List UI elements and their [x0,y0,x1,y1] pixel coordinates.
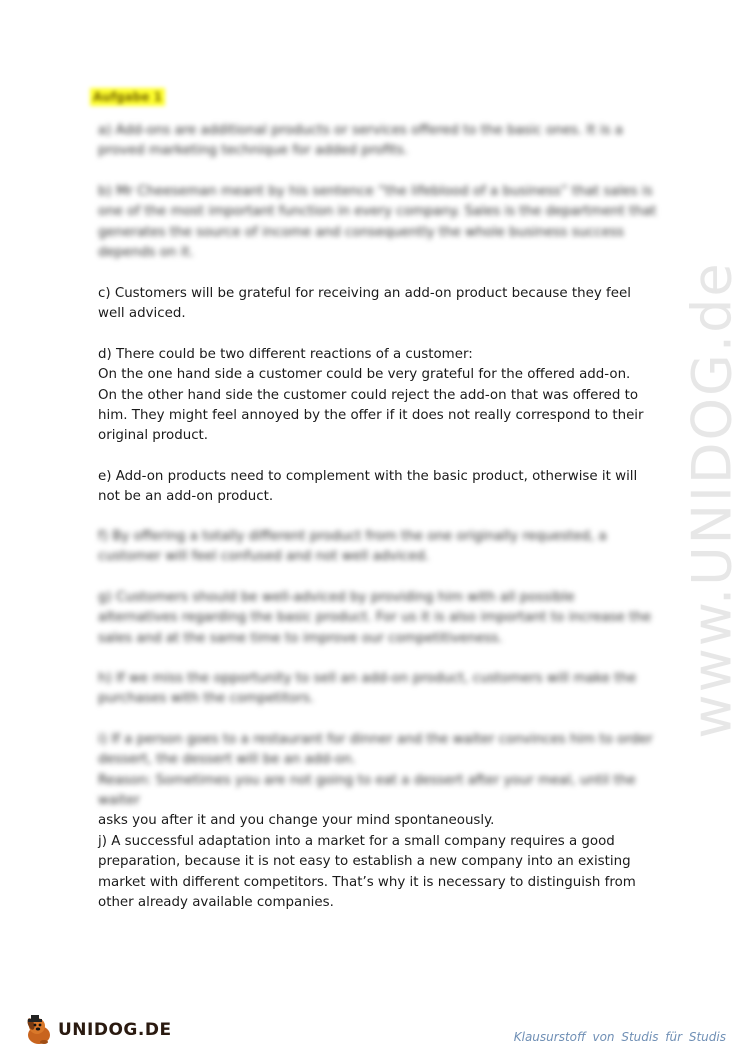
footer-tagline: Klausurstoff von Studis für Studis [513,1030,726,1044]
answer-d-line1: d) There could be two different reactions of a customer: [98,347,473,362]
answer-h-text: h) If we miss the opportunity to sell an add-on product, customers will make the purchases with the competitors. [98,671,637,707]
answer-g [98,588,658,649]
answer-a-text: a) Add-ons are additional products or services offered to the basic ones. It is a proved marketing technique for added profits. [98,123,623,159]
answer-b-text: b) Mr Cheeseman meant by his sentence “the lifeblood of a business” that sales is one of the most important function in every company. Sales is the department that generates the source of income and consequently the whole business success depends on it. [98,184,657,260]
section-heading: Aufgabe 1 [90,88,165,106]
answer-h [98,669,658,710]
answer-i-line2: Reason: Sometimes you are not going to eat a dessert after your meal, until the waiter [98,772,636,808]
answer-f [98,527,658,568]
answer-d [98,345,658,446]
answer-g-text: g) Customers should be well-adviced by providing him with all possible alternatives regarding the basic product. For us it is also important to increase the sales and at the same time to improve our competitiveness. [98,590,652,646]
answer-b [98,182,658,263]
watermark-text: www.UNIDOG.de [680,261,744,739]
answer-a [98,121,658,162]
answer-j [98,832,658,913]
answer-d-line2: On the one hand side a customer could be very grateful for the offered add-on. [98,367,631,383]
answer-i [98,730,658,831]
answer-d-line3: On the other hand side the customer could reject the add-on that was offered to him. They might feel annoyed by the offer if it does not really correspond to their original product. [98,387,644,444]
answer-j-text: j) A successful adaptation into a market for a small company requires a good preparation, because it is not easy to establish a new company into an existing market with different competitors. That’s why it is necessary to distinguish from other already available companies. [98,834,636,910]
answer-f-text: f) By offering a totally different product from the one originally requested, a customer will feel confused and not well adviced. [98,529,607,565]
unidog-logo[interactable] [22,1010,172,1050]
answer-e-text: e) Add-on products need to complement with the basic product, otherwise it will not be an add-on product. [98,469,638,505]
logo-text: UNIDOG.DE [58,1020,172,1040]
answer-c [98,284,658,325]
answer-i-line3: asks you after it and you change your mind spontaneously. [98,813,495,829]
answer-i-line1: i) If a person goes to a restaurant for dinner and the waiter convinces him to order dessert, the dessert will be an add-on. [98,732,653,768]
answer-e [98,467,658,508]
answer-c-text: c) Customers will be grateful for receiving an add-on product because they feel well adviced. [98,286,631,322]
dog-mascot-icon [22,1013,56,1047]
